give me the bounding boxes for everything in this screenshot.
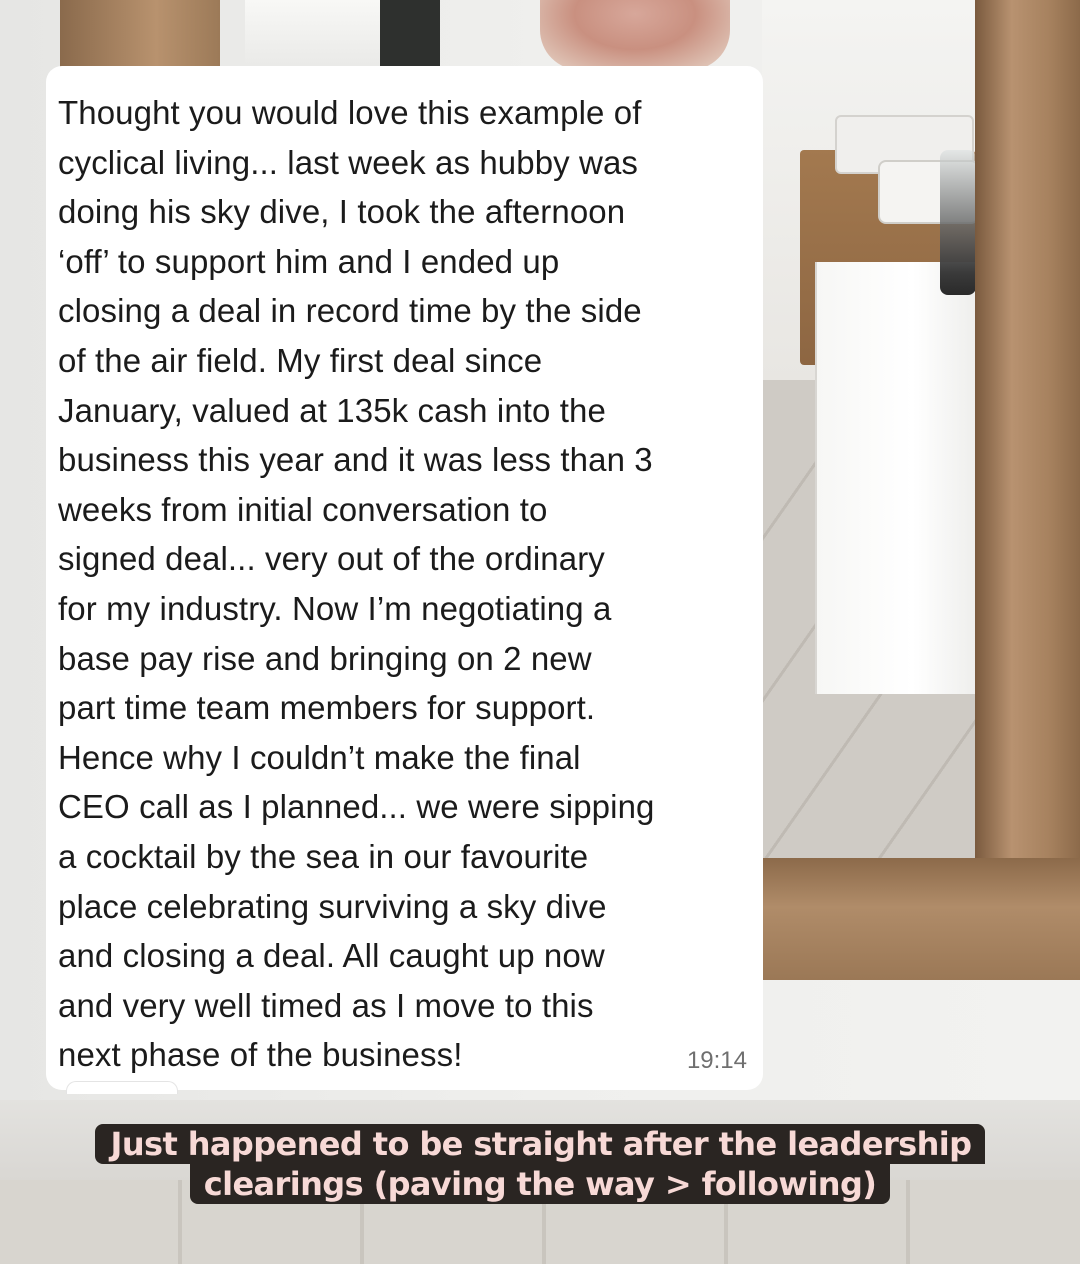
reaction-pill <box>66 1081 178 1094</box>
background-window <box>245 0 380 70</box>
message-text: Thought you would love this example of cyclical living... last week as hubby was doing his sky dive, I took the afternoon ‘off’ to support him and I ended up closing a deal in record time by the side of the air field. My first deal since January, valued at 135k cash into the business this year and it was less than 3 weeks from initial conversation to signed deal... very out of the ordinary for my industry. Now I’m negotiating a base pay rise and bringing on 2 new part time team members for support. Hence why I couldn’t make the final CEO call as I planned... we were sipping a cocktail by the sea in our favourite place celebrating surviving a sky dive and closing a deal. All caught up now and very well timed as I move to this next phase of the business! <box>58 94 655 1074</box>
person-reflection <box>540 0 730 70</box>
background-door <box>380 0 440 70</box>
story-caption <box>0 1124 1080 1204</box>
caption-line-2: clearings (paving the way > following) <box>190 1164 891 1204</box>
soap-bottle <box>940 150 976 295</box>
mirror-frame-right <box>975 0 1080 980</box>
caption-line-1: Just happened to be straight after the leadership <box>95 1124 986 1164</box>
mirror-frame-bottom <box>760 858 1080 980</box>
message-bubble[interactable] <box>46 66 763 1090</box>
vanity-cabinet <box>815 262 977 694</box>
message-timestamp: 19:14 <box>686 1047 747 1074</box>
